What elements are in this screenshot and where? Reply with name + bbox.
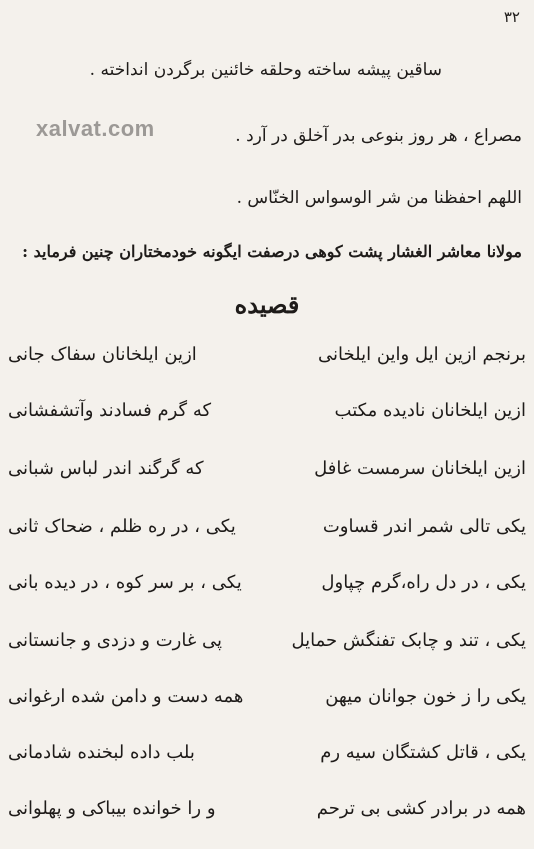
prose-line-4: مولانا معاشر الغشار پشت کوهی درصفت ایگونه خودمختاران چنین فرماید :	[22, 242, 522, 261]
verse-1-hemistich-b: ازین ایلخانان سفاک جانی	[8, 344, 197, 365]
prose-line-1: ساقین پیشه ساخته وحلقه خائنین برگردن انداخته .	[89, 60, 442, 80]
verse-7-hemistich-b: همه دست و دامن شده ارغوانی	[8, 686, 244, 707]
verse-3-hemistich-a: ازین ایلخانان سرمست غافل	[314, 458, 526, 479]
poem-title: قصیده	[234, 290, 300, 319]
verse-3-hemistich-b: که گرگند اندر لباس شبانی	[8, 458, 204, 479]
verse-2-hemistich-a: ازین ایلخانان نادیده مکتب	[334, 400, 526, 421]
verse-4-hemistich-a: یکی تالی شمر اندر قساوت	[322, 516, 526, 537]
watermark: xalvat.com	[36, 116, 155, 141]
verse-1-hemistich-a: برنجم ازین ایل واین ایلخانی	[318, 344, 526, 365]
verse-4-hemistich-b: یکی ، در ره ظلم ، ضحاک ثانی	[8, 516, 236, 537]
verse-5-hemistich-b: یکی ، بر سر کوه ، در دیده بانی	[8, 572, 242, 593]
verse-6-hemistich-a: یکی ، تند و چابک تفنگش حمایل	[291, 630, 526, 651]
page-number: ۳۲	[503, 8, 520, 26]
verse-7-hemistich-a: یکی را ز خون جوانان میهن	[325, 686, 526, 707]
verse-9-hemistich-b: و را خوانده بیباکی و پهلوانی	[8, 798, 216, 819]
prose-line-3: اللهم احفظنا من شر الوسواس الخنّاس .	[236, 188, 522, 208]
verse-8-hemistich-b: بلب داده لبخنده شادمانی	[8, 742, 195, 763]
verse-5-hemistich-a: یکی ، در دل راه،گرم چپاول	[321, 572, 526, 593]
verse-6-hemistich-b: پی غارت و دزدی و جانستانی	[8, 630, 222, 651]
prose-line-2: مصراع ، هر روز بنوعی بدر آخلق در آرد .	[235, 126, 522, 146]
verse-2-hemistich-b: که گرم فسادند وآتشفشانی	[8, 400, 212, 421]
verse-9-hemistich-a: همه در برادر کشی بی ترحم	[316, 798, 526, 819]
verse-8-hemistich-a: یکی ، قاتل کشتگان سیه رم	[320, 742, 526, 763]
